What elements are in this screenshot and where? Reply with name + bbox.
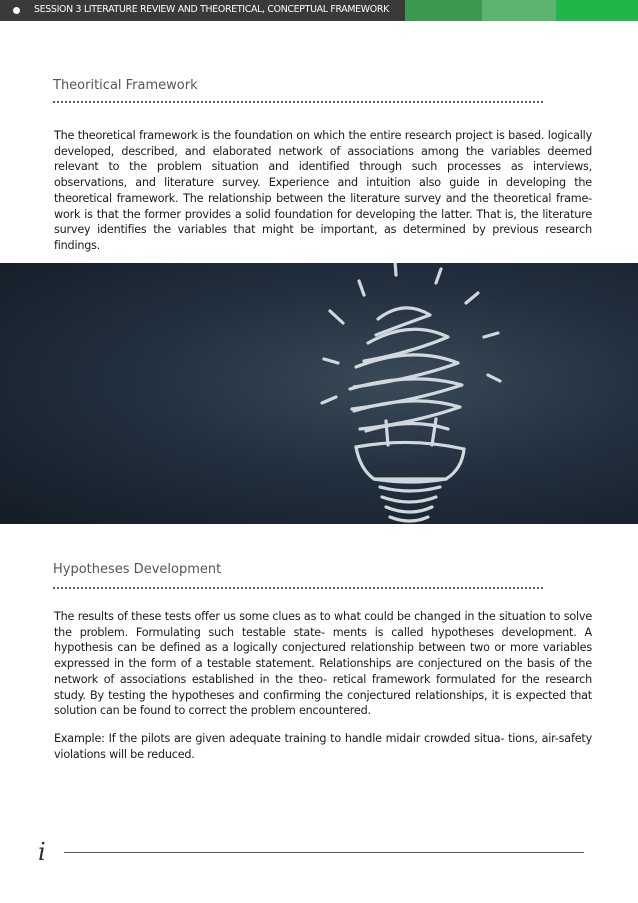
- hypotheses-example-paragraph: Example: If the pilots are given adequate training to handle midair crowded situa- tions, air-safety violations will be reduced.: [54, 732, 592, 761]
- dotted-divider: [53, 101, 543, 103]
- header-accent-block: [482, 0, 556, 21]
- page-marker: i: [38, 838, 46, 866]
- section-heading-hypotheses-development: Hypotheses Development: [53, 562, 222, 577]
- footer-rule: [64, 852, 584, 853]
- bullet-icon: [13, 7, 20, 14]
- theoretical-framework-paragraph: The theoretical framework is the foundation on which the entire research project is based. logically developed, described, and elaborated network of associations among the variables deemed relevant to the problem situation and identified through such processes as interviews, observations, and literature survey. Experience and intuition also guide in developing the theoretical framework. The relationship between the literature survey and the theoretical frame- work is that the former provides a solid foundation for developing the latter. That is, the literature survey identifies the variables that might be important, as determined by previous research findings.: [54, 129, 592, 252]
- section-heading-theoretical-framework: Theoritical Framework: [53, 78, 198, 93]
- session-title: SESSION 3 LITERATURE REVIEW AND THEORETICAL, CONCEPTUAL FRAMEWORK: [34, 4, 389, 15]
- lightbulb-icon: [0, 263, 638, 524]
- lightbulb-chalkboard-image: [0, 263, 638, 524]
- hypotheses-paragraph: The results of these tests offer us some clues as to what could be changed in the situation to solve the problem. Formulating such testable state- ments is called hypotheses development. A hypothesis can be defined as a logically conjectured relationship between two or more variables expressed in the form of a testable statement. Relationships are conjectured on the basis of the network of associations established in the theo- retical framework formulated for the research study. By testing the hypotheses and confirming the conjectured relationships, it is expected that solution can be found to correct the problem encountered.: [54, 610, 592, 718]
- header-accent-block: [405, 0, 482, 21]
- dotted-divider: [53, 587, 543, 589]
- header-accent-block: [556, 0, 638, 21]
